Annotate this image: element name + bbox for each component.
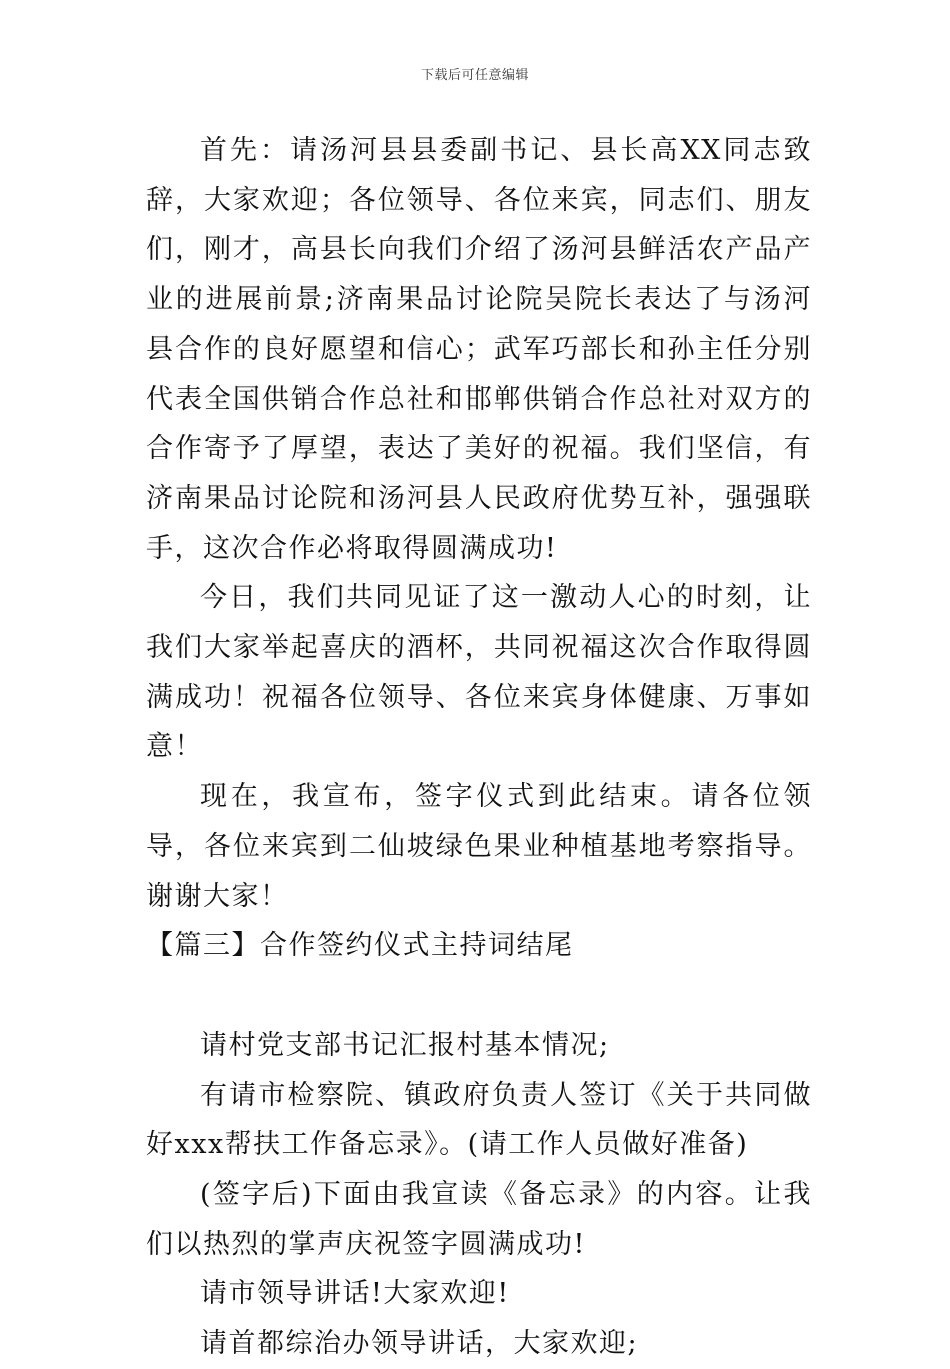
section-spacer [146,971,812,1021]
paragraph-signing: 有请市检察院、镇政府负责人签订《关于共同做好xxx帮扶工作备忘录》。(请工作人员做好准备) [146,1079,812,1161]
paragraph-memo-reading: (签字后)下面由我宣读《备忘录》的内容。让我们以热烈的掌声庆祝签字圆满成功! [146,1179,812,1260]
document-body [146,126,812,1369]
paragraph-village-report: 请村党支部书记汇报村基本情况; [200,1029,610,1061]
paragraph-closing: 现在，我宣布，签字仪式到此结束。请各位领导，各位来宾到二仙坡绿色果业种植基地考察指导。谢谢大家！ [146,781,812,912]
paragraph-opening-remarks: 首先：请汤河县县委副书记、县长高XX同志致辞，大家欢迎；各位领导、各位来宾，同志们、朋友们，刚才，高县长向我们介绍了汤河县鲜活农产品产业的进展前景;济南果品讨论院吴院长表达了与汤河县合作的良好愿望和信心；武军巧部长和孙主任分别代表全国供销合作总社和邯郸供销合作总社对双方的合作寄予了厚望，表达了美好的祝福。我们坚信，有济南果品讨论院和汤河县人民政府优势互补，强强联手，这次合作必将取得圆满成功! [146,135,812,564]
section-title: 【篇三】合作签约仪式主持词结尾 [146,930,574,962]
paragraph-city-leader: 请市领导讲话!大家欢迎! [200,1278,510,1310]
paragraph-toast: 今日，我们共同见证了这一激动人心的时刻，让我们大家举起喜庆的酒杯，共同祝福这次合作取得圆满成功！祝福各位领导、各位来宾身体健康、万事如意！ [146,582,812,763]
paragraph-capital-leader: 请首都综治办领导讲话，大家欢迎; [200,1328,639,1360]
page-header: 下载后可任意编辑 [420,68,529,83]
